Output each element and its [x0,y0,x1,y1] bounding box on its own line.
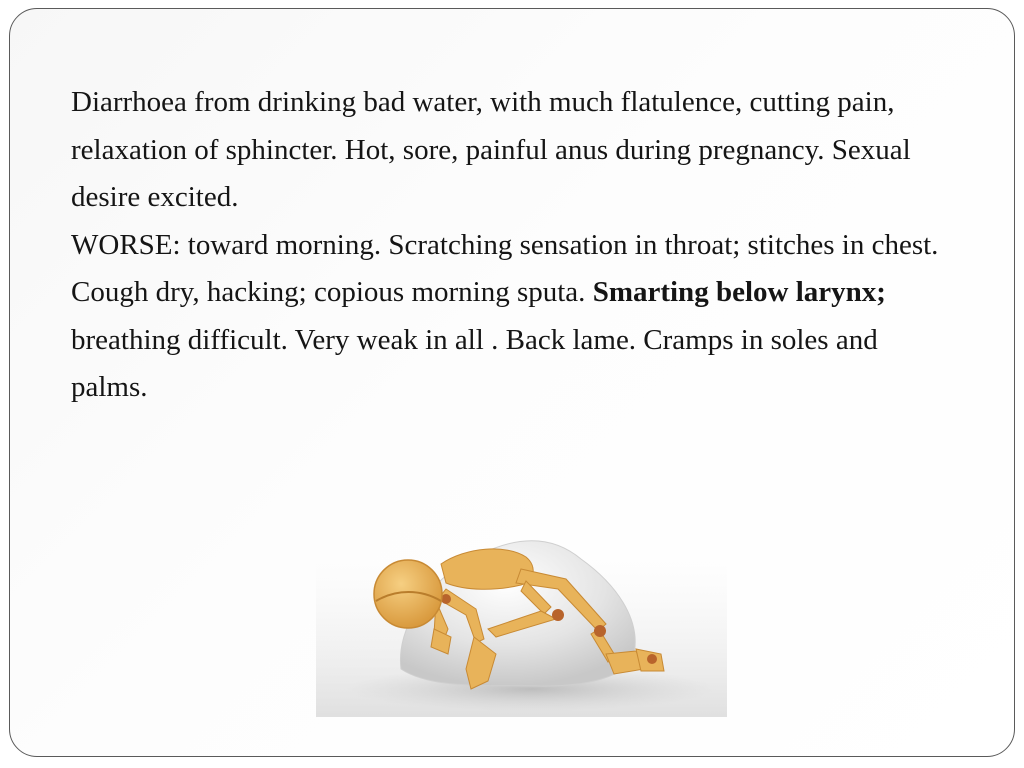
exhausted-figure-on-rock-image [316,519,727,717]
paragraph-1: Diarrhoea from drinking bad water, with much flatulence, cutting pain, relaxation of sphincter. Hot, sore, painful anus during pregnancy. Sexual desire excited. [71,86,918,213]
slide [9,8,1015,757]
figure-head [374,560,442,628]
paragraph-2-start: WORSE: toward morning. Scratching sensation in throat; stitches in chest. Cough dry, hacking; copious morning sputa. [71,228,946,308]
paragraph-2-bold: Smarting below larynx; [592,276,886,308]
paragraph-2-end: breathing difficult. Very weak in all . Back lame. Cramps in soles and palms. [71,276,894,403]
slide-body-text [71,79,961,412]
